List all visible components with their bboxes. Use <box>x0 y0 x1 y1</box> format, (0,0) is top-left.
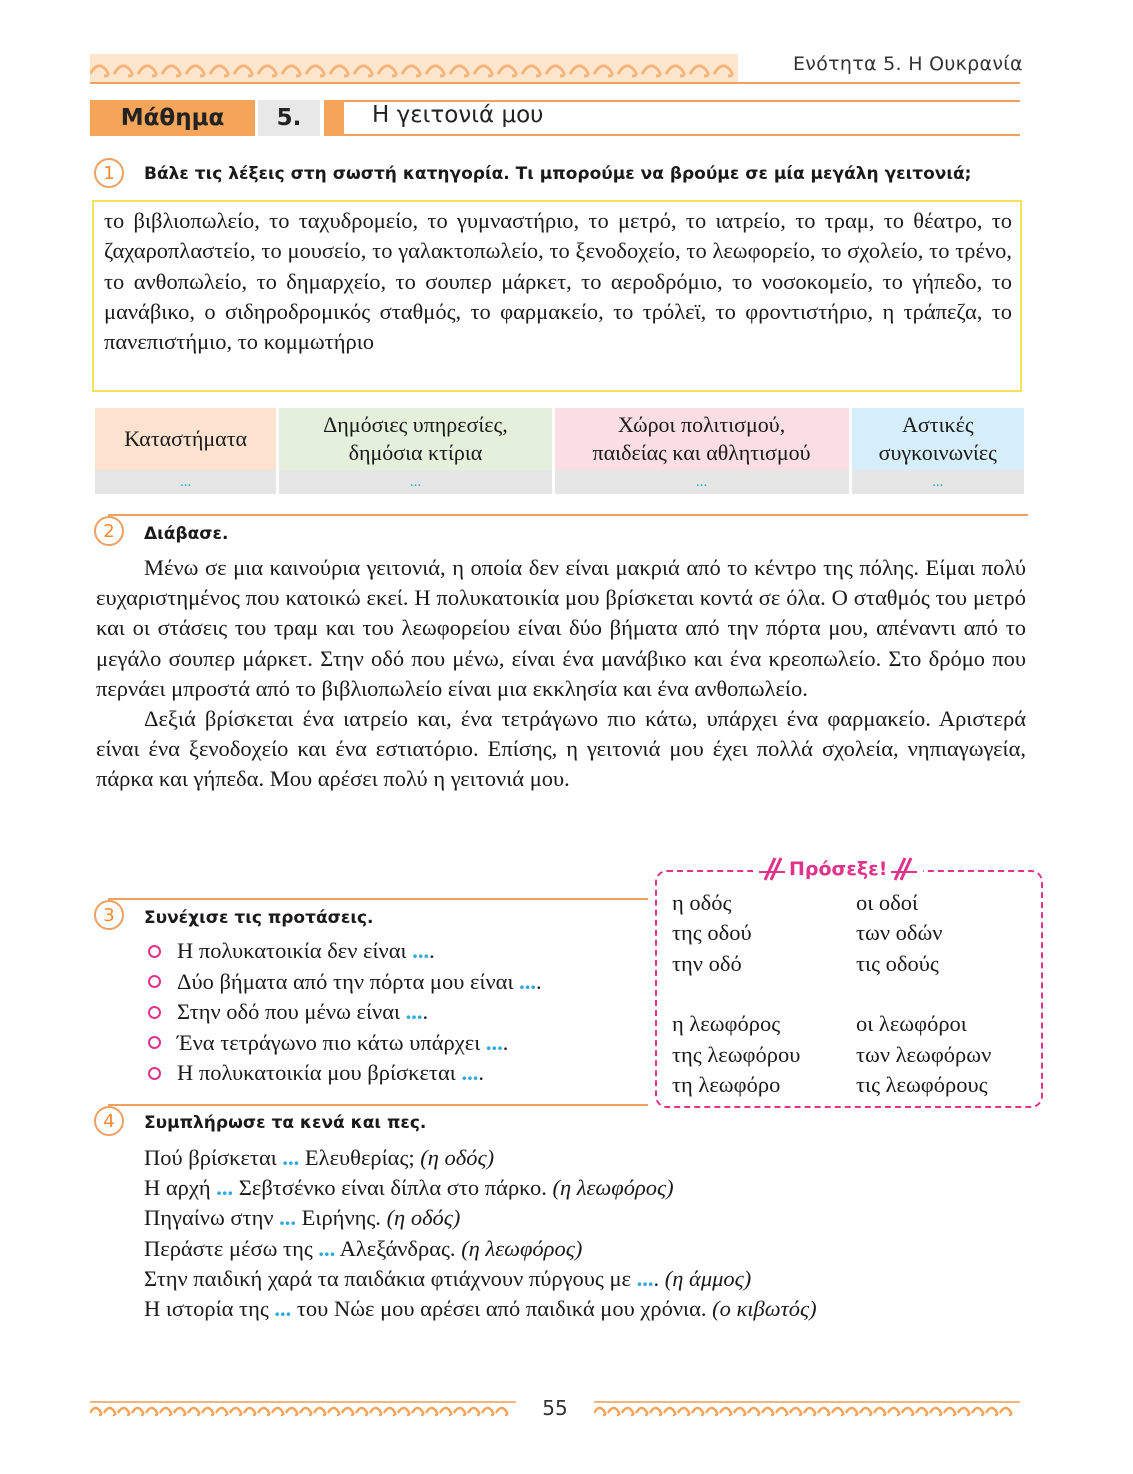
exercise-3-rule <box>108 898 648 900</box>
line-before: Η ιστορία της <box>144 1296 269 1322</box>
lesson-label: Μάθημα <box>90 100 255 136</box>
exercise-4-title: Συμπλήρωσε τα κενά και πες. <box>144 1113 427 1133</box>
category-table <box>92 408 1027 494</box>
category-shops-label: Καταστήματα <box>124 426 248 451</box>
fill-line <box>144 1143 817 1173</box>
sentence-start: Η πολυκατοικία μου βρίσκεται <box>177 1060 456 1085</box>
plural-form: των λεωφόρων <box>856 1041 992 1067</box>
blank-dots[interactable]: ... <box>412 938 430 963</box>
fill-line <box>144 1294 817 1324</box>
table-row <box>672 1070 991 1100</box>
blank-dots[interactable]: ... <box>485 1029 503 1055</box>
sentence-end: . <box>429 938 435 963</box>
exercise-2-title: Διάβασε. <box>144 524 229 544</box>
line-before: Στην παιδική χαρά τα παιδάκια φτιάχνουν πύργους με <box>144 1265 631 1291</box>
list-item <box>146 1028 542 1059</box>
double-slash-icon <box>759 856 785 882</box>
bullet-icon <box>148 1006 161 1019</box>
blank-cell[interactable]: ... <box>555 470 849 494</box>
line-before: Η αρχή <box>144 1175 211 1201</box>
table-row <box>672 949 991 979</box>
blank-dots[interactable]: ... <box>636 1265 654 1291</box>
exercise-4-lines <box>144 1143 817 1324</box>
hint: (η άμμος) <box>664 1265 752 1291</box>
double-slash-icon <box>891 856 917 882</box>
exercise-4-rule <box>108 1104 648 1106</box>
bullet-icon <box>148 945 161 958</box>
line-before: Περάστε μέσω της <box>144 1235 313 1261</box>
footer-wave-left <box>90 1400 516 1418</box>
category-transport <box>852 408 1024 470</box>
exercise-4-number: 4 <box>94 1106 124 1136</box>
line-before: Πηγαίνω στην <box>144 1205 274 1231</box>
sentence-start: Η πολυκατοικία δεν είναι <box>177 938 407 963</box>
spacer-cell <box>856 979 991 1009</box>
blank-dots[interactable]: ... <box>279 1205 297 1231</box>
category-culture-line2: παιδείας και αθλητισμού <box>592 440 811 465</box>
table-row <box>672 888 991 918</box>
line-after: Σεβτσένκο είναι δίπλα στο πάρκο. <box>238 1175 547 1201</box>
fill-line <box>144 1173 817 1203</box>
bullet-icon <box>148 1067 161 1080</box>
decorative-wave-band <box>90 54 738 82</box>
hint: (η οδός) <box>386 1205 461 1231</box>
plural-form: των οδών <box>856 920 943 946</box>
list-item <box>146 1058 542 1089</box>
exercise-3-list <box>146 936 542 1089</box>
category-public-services <box>279 408 551 470</box>
table-row <box>672 1009 991 1039</box>
lesson-line-bottom <box>344 134 1020 136</box>
table-row <box>672 979 991 1009</box>
exercise-2-rule <box>108 514 1028 516</box>
sentence-end: . <box>478 1060 484 1085</box>
lesson-bar <box>90 100 1020 136</box>
list-item <box>146 967 542 998</box>
reading-paragraph-1: Μένω σε μια καινούρια γειτονιά, η οποία δεν είναι μακριά από το κέντρο της πόλης. Είμαι πολύ ευχαριστημένος που κατοικώ εκεί. Η πολυκατοικία μου βρίσκεται κοντά σε όλα. Ο σταθμός του μετρό και οι στάσεις του τραμ και του λεωφορείου είναι δύο βήματα από την πόρτα μου, απέναντι από το μεγάλο σουπερ μάρκετ. Στην οδό που μένω, είναι ένα μανάβικο και ένα κρεοπωλείο. Στο δρόμο που περνάει μπροστά από το βιβλιοπωλείο είναι μια εκκλησία και ένα ανθοπωλείο. <box>96 555 1026 701</box>
hint: (ο κιβωτός) <box>712 1296 817 1322</box>
exercise-1-number: 1 <box>94 158 124 188</box>
category-public-services-line2: δημόσια κτίρια <box>348 440 483 465</box>
singular-form: της οδού <box>672 920 752 946</box>
line-after: . <box>653 1265 660 1291</box>
blank-dots[interactable]: ... <box>282 1145 300 1170</box>
list-item <box>146 997 542 1028</box>
bullet-icon <box>148 975 161 988</box>
exercise-1-title: Βάλε τις λέξεις στη σωστή κατηγορία. Τι μπορούμε να βρούμε σε μία μεγάλη γειτονιά; <box>144 164 972 184</box>
plural-form: οι οδοί <box>856 890 919 915</box>
fill-line <box>144 1234 817 1264</box>
blank-dots[interactable]: ... <box>318 1235 336 1261</box>
fill-line <box>144 1264 817 1294</box>
blank-dots[interactable]: ... <box>274 1296 292 1322</box>
plural-form: τις οδούς <box>856 950 939 976</box>
blank-dots[interactable]: ... <box>405 999 423 1024</box>
singular-form: η λεωφόρος <box>672 1011 781 1037</box>
plural-form: οι λεωφόροι <box>856 1011 967 1037</box>
category-culture <box>555 408 849 470</box>
lesson-title: Η γειτονιά μου <box>372 102 544 128</box>
line-after: Αλεξάνδρας. <box>339 1235 456 1261</box>
category-shops <box>95 408 276 470</box>
blank-dots[interactable]: ... <box>216 1175 234 1201</box>
note-title-wrap <box>753 856 923 882</box>
blank-cell[interactable]: ... <box>852 470 1024 494</box>
exercise-2-number: 2 <box>94 516 124 546</box>
singular-form: η οδός <box>672 890 732 915</box>
lesson-accent <box>324 100 344 136</box>
exercise-3-title: Συνέχισε τις προτάσεις. <box>144 908 374 928</box>
bullet-icon <box>148 1036 161 1049</box>
sentence-start: Στην οδό που μένω είναι <box>177 999 401 1024</box>
page-number: 55 <box>542 1396 568 1420</box>
reading-paragraph-2: Δεξιά βρίσκεται ένα ιατρείο και, ένα τετράγωνο πιο κάτω, υπάρχει ένα φαρμακείο. Αριστερά είναι ένα ξενοδοχείο και ένα εστιατόριο. Επίσης, η γειτονιά μου έχει πολλά σχολεία, νηπιαγωγεία, πάρκα και γήπεδα. Μου αρέσει πολύ η γειτονιά μου. <box>96 706 1026 792</box>
note-title: Πρόσεξε! <box>789 858 888 880</box>
line-before: Πού βρίσκεται <box>144 1145 277 1170</box>
list-item <box>146 936 542 967</box>
blank-dots[interactable]: ... <box>461 1060 479 1085</box>
hint: (η λεωφόρος) <box>552 1175 674 1201</box>
footer-wave-right <box>594 1400 1020 1418</box>
lesson-number: 5. <box>258 100 320 136</box>
declension-table <box>672 888 991 1100</box>
table-row <box>672 918 991 948</box>
category-transport-line1: Αστικές <box>901 412 974 437</box>
category-public-services-line1: Δημόσιες υπηρεσίες, <box>323 412 508 437</box>
category-culture-line1: Χώροι πολιτισμού, <box>617 412 786 437</box>
sentence-start: Ένα τετράγωνο πιο κάτω υπάρχει <box>177 1029 481 1055</box>
reading-text <box>96 553 1026 795</box>
line-after: Ελευθερίας; <box>304 1145 415 1170</box>
line-after: του Νώε μου αρέσει από παιδικά μου χρόνια. <box>296 1296 707 1322</box>
fill-line <box>144 1203 817 1233</box>
table-row <box>672 1040 991 1070</box>
unit-title: Ενότητα 5. Η Ουκρανία <box>793 53 1023 75</box>
hint: (η οδός) <box>420 1145 495 1170</box>
singular-form: την οδό <box>672 950 742 976</box>
sentence-end: . <box>422 999 429 1024</box>
sentence-start: Δύο βήματα από την πόρτα μου είναι <box>177 968 514 994</box>
category-transport-line2: συγκοινωνίες <box>878 440 997 465</box>
plural-form: τις λεωφόρους <box>856 1072 988 1098</box>
word-box: το βιβλιοπωλείο, το ταχυδρομείο, το γυμναστήριο, το μετρό, το ιατρείο, το τραμ, το θέατρο, το ζαχαροπλαστείο, το μουσείο, το γαλακτοπωλείο, το ξενοδοχείο, το λεωφορείο, το σχολείο, το τρένο, το ανθοπωλείο, το δημαρχείο, το σουπερ μάρκετ, το αεροδρόμιο, το νοσοκομείο, το γήπεδο, το μανάβικο, ο σιδηροδρομικός σταθμός, το φαρμακείο, το τρόλεϊ, το φροντιστήριο, η τράπεζα, το πανεπιστήμιο, το κομμωτήριο <box>92 200 1022 392</box>
blank-dots[interactable]: ... <box>519 968 537 994</box>
singular-form: της λεωφόρου <box>672 1041 801 1067</box>
sentence-end: . <box>536 968 542 994</box>
blank-cell[interactable]: ... <box>279 470 551 494</box>
header-rule <box>90 82 1020 84</box>
line-after: Ειρήνης. <box>301 1205 381 1231</box>
sentence-end: . <box>502 1029 509 1055</box>
hint: (η λεωφόρος) <box>461 1235 583 1261</box>
blank-cell[interactable]: ... <box>95 470 276 494</box>
exercise-3-number: 3 <box>94 900 124 930</box>
spacer-cell <box>672 979 856 1009</box>
singular-form: τη λεωφόρο <box>672 1072 781 1098</box>
